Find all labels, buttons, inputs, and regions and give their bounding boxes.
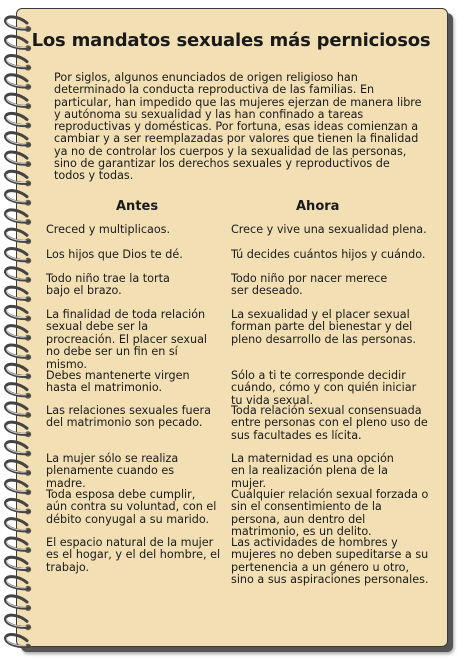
binding-ring <box>6 152 32 167</box>
binding-ring <box>6 345 32 360</box>
binding-ring <box>6 191 32 206</box>
now-text: Cualquier relación sexual forzada o sin el consentimiento de la persona, aun dentro del matrimonio, es un delito. <box>231 488 429 539</box>
binding-ring <box>6 326 32 341</box>
before-text: Debes mantenerte virgen hasta el matrimonio. <box>46 369 190 395</box>
binding-ring <box>6 615 32 630</box>
now-text: Tú decides cuántos hijos y cuándo. <box>231 248 426 261</box>
page-title: Los mandatos sexuales más perniciosos <box>31 30 431 51</box>
binding-ring <box>6 306 32 321</box>
binding-ring <box>6 287 32 302</box>
binding-ring <box>6 133 32 148</box>
binding-ring <box>6 461 32 476</box>
spiral-binding <box>0 0 40 661</box>
before-text: Los hijos que Dios te dé. <box>46 248 183 261</box>
binding-ring <box>6 480 32 495</box>
binding-ring <box>6 229 32 244</box>
now-text: Todo niño por nacer merece ser deseado. <box>231 272 388 298</box>
binding-ring <box>6 94 32 109</box>
column-header-now: Ahora <box>296 199 340 214</box>
binding-ring <box>6 499 32 514</box>
before-text: Toda esposa debe cumplir, aún contra su voluntad, con el débito conyugal a su marido. <box>46 488 217 526</box>
binding-ring <box>6 403 32 418</box>
binding-ring <box>6 75 32 90</box>
before-text: Todo niño trae la torta bajo el brazo. <box>46 272 170 298</box>
binding-ring <box>6 268 32 283</box>
now-text: Las actividades de hombres y mujeres no deben supeditarse a su pertenencia a un género u otro, sino a sus aspiraciones personales. <box>231 536 429 587</box>
now-text: La maternidad es una opción en la realización plena de la mujer. <box>231 452 394 490</box>
binding-ring <box>6 113 32 128</box>
before-text: Creced y multiplicaos. <box>46 223 171 236</box>
binding-ring <box>6 519 32 534</box>
binding-ring <box>6 171 32 186</box>
binding-ring <box>6 557 32 572</box>
before-text: La finalidad de toda relación sexual debe ser la procreación. El placer sexual no debe ser un fin en sí mismo. <box>46 308 208 371</box>
intro-paragraph: Por siglos, algunos enunciados de origen religioso han determinado la conducta reproductiva de las familias. En particular, han impedido que las mujeres ejerzan de manera libre y autónoma su sexualidad y las han confinado a tareas reproductivas y domésticas. Por fortuna, esas ideas comienzan a cambiar y a ser reemplazadas por valores que tienen la finalidad ya no de controlar los cuerpos y la sexualidad de las personas, sino de garantizar los derechos sexuales y reproductivos de todos y todas. <box>54 71 422 183</box>
binding-ring <box>6 596 32 611</box>
binding-ring <box>6 210 32 225</box>
binding-ring <box>6 442 32 457</box>
binding-ring <box>6 538 32 553</box>
binding-ring <box>6 56 32 71</box>
binding-ring <box>6 422 32 437</box>
now-text: Sólo a ti te corresponde decidir cuándo, cómo y con quién iniciar tu vida sexual. <box>231 369 417 407</box>
binding-ring <box>6 577 32 592</box>
binding-ring <box>6 249 32 264</box>
now-text: Crece y vive una sexualidad plena. <box>231 223 427 236</box>
binding-ring <box>6 635 32 650</box>
now-text: La sexualidad y el placer sexual forman parte del bienestar y del pleno desarrollo de las personas. <box>231 308 416 346</box>
before-text: La mujer sólo se realiza plenamente cuando es madre. <box>46 452 179 490</box>
before-text: El espacio natural de la mujer es el hogar, y el del hombre, el trabajo. <box>46 536 221 574</box>
now-text: Toda relación sexual consensuada entre personas con el pleno uso de sus facultades es lícita. <box>231 404 428 442</box>
before-text: Las relaciones sexuales fuera del matrimonio son pecado. <box>46 404 211 430</box>
binding-ring <box>6 364 32 379</box>
column-header-before: Antes <box>116 199 159 214</box>
binding-ring <box>6 384 32 399</box>
